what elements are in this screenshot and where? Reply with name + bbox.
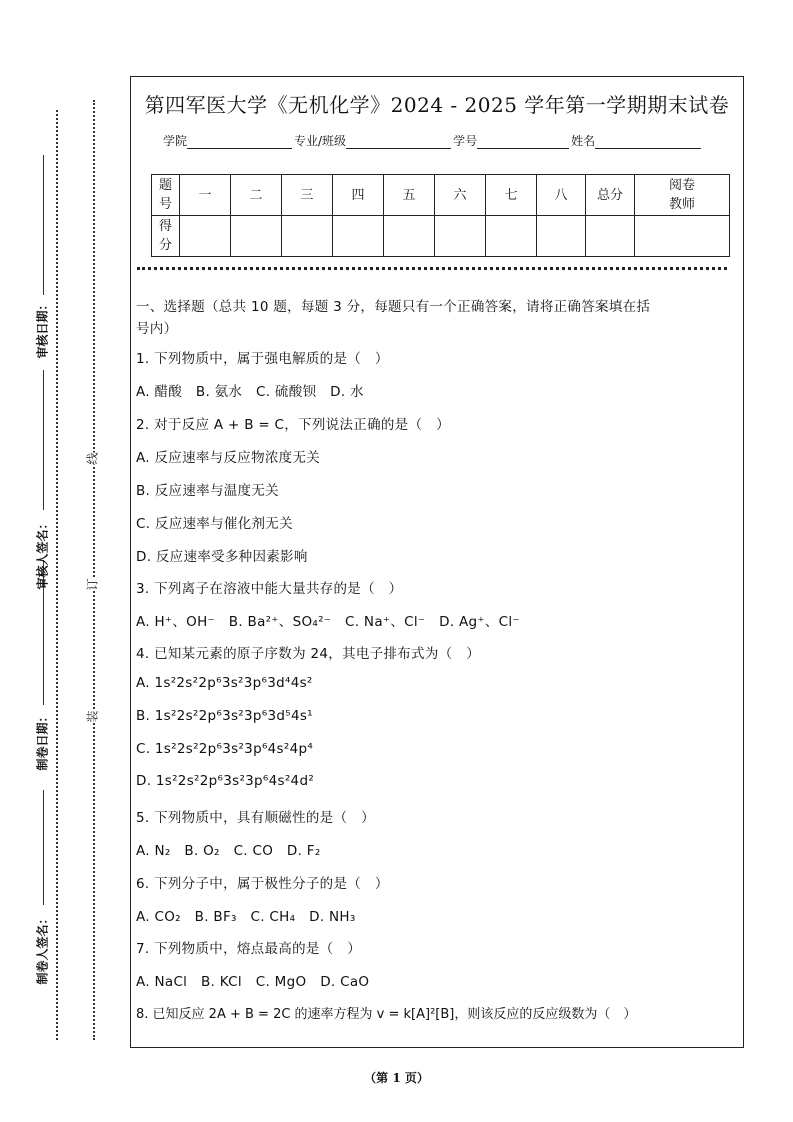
question-6-options: A. CO₂ B. BF₃ C. CH₄ D. NH₃ — [136, 909, 356, 925]
name-blank[interactable] — [595, 136, 701, 149]
row-label-score: 得 分 — [152, 216, 180, 257]
col-header: 七 — [486, 175, 537, 216]
score-cell-grader[interactable] — [635, 216, 730, 257]
score-table — [151, 174, 730, 257]
question-2-stem: 2. 对于反应 A + B = C，下列说法正确的是（ ） — [136, 417, 450, 433]
col-header: 三 — [282, 175, 333, 216]
col-header: 六 — [435, 175, 486, 216]
college-blank[interactable] — [187, 136, 292, 149]
maker-date-label: 制卷日期： — [35, 710, 50, 771]
binding-mark-zhuang: 装 — [85, 710, 100, 723]
score-cell[interactable] — [537, 216, 586, 257]
exam-title: 第四军医大学《无机化学》2024 - 2025 学年第一学期期末试卷 — [144, 93, 730, 117]
col-header: 五 — [384, 175, 435, 216]
score-cell[interactable] — [333, 216, 384, 257]
field-label-student-id: 学号 — [453, 134, 478, 148]
question-2-option-b: B. 反应速率与温度无关 — [136, 483, 279, 499]
col-header: 二 — [231, 175, 282, 216]
reviewer-date-underline — [43, 155, 44, 295]
question-2-option-c: C. 反应速率与催化剂无关 — [136, 516, 293, 532]
score-cell[interactable] — [180, 216, 231, 257]
page-number: （第 1 页） — [364, 1071, 429, 1085]
score-cell[interactable] — [384, 216, 435, 257]
question-4-option-c: C. 1s²2s²2p⁶3s²3p⁶4s²4p⁴ — [136, 741, 314, 757]
reviewer-date-label: 审核日期： — [35, 298, 50, 359]
col-header-grader: 阅卷 教师 — [635, 175, 730, 216]
question-7-options: A. NaCl B. KCl C. MgO D. CaO — [136, 974, 370, 990]
major-class-blank[interactable] — [346, 136, 451, 149]
maker-signature-label: 制卷人签名： — [35, 912, 50, 985]
dotted-separator — [137, 267, 727, 270]
section-heading-cont: 号内） — [136, 321, 178, 337]
binding-dotted-line-left — [56, 110, 58, 1040]
question-8-stem: 8. 已知反应 2A + B = 2C 的速率方程为 v = k[A]²[B]，则该反应的反应级数为（ ） — [136, 1007, 637, 1022]
maker-sign-underline — [43, 790, 44, 905]
question-5-stem: 5. 下列物质中，具有顺磁性的是（ ） — [136, 810, 375, 826]
score-cell-total[interactable] — [586, 216, 635, 257]
col-header: 一 — [180, 175, 231, 216]
question-4-option-a: A. 1s²2s²2p⁶3s²3p⁶3d⁴4s² — [136, 675, 313, 691]
binding-mark-ding: 订 — [85, 578, 100, 591]
score-cell[interactable] — [282, 216, 333, 257]
question-5-options: A. N₂ B. O₂ C. CO D. F₂ — [136, 843, 321, 859]
field-label-name: 姓名 — [571, 134, 596, 148]
question-1-options: A. 醋酸 B. 氨水 C. 硫酸钡 D. 水 — [136, 384, 364, 400]
exam-frame — [130, 76, 744, 1048]
question-3-stem: 3. 下列离子在溶液中能大量共存的是（ ） — [136, 581, 403, 597]
section-heading: 一、选择题（总共 10 题，每题 3 分，每题只有一个正确答案，请将正确答案填在括 — [136, 299, 651, 315]
question-3-options: A. H⁺、OH⁻ B. Ba²⁺、SO₄²⁻ C. Na⁺、Cl⁻ D. Ag⁺、Cl⁻ — [136, 614, 520, 630]
col-header: 四 — [333, 175, 384, 216]
binding-dotted-line-right — [93, 100, 95, 1040]
col-header: 八 — [537, 175, 586, 216]
question-4-option-b: B. 1s²2s²2p⁶3s²3p⁶3d⁵4s¹ — [136, 708, 313, 724]
question-4-stem: 4. 已知某元素的原子序数为 24，其电子排布式为（ ） — [136, 646, 481, 662]
question-7-stem: 7. 下列物质中，熔点最高的是（ ） — [136, 941, 362, 957]
student-id-blank[interactable] — [477, 136, 569, 149]
score-table-score-row — [152, 216, 730, 257]
reviewer-signature-label: 审核人签名： — [35, 517, 50, 590]
field-label-major-class: 专业/班级 — [294, 134, 347, 148]
binding-mark-xian: 线 — [85, 452, 100, 465]
score-cell[interactable] — [231, 216, 282, 257]
question-2-option-d: D. 反应速率受多种因素影响 — [136, 549, 308, 565]
reviewer-sign-underline — [43, 370, 44, 510]
question-1-stem: 1. 下列物质中，属于强电解质的是（ ） — [136, 351, 389, 367]
row-label-question-no: 题 号 — [152, 175, 180, 216]
question-4-option-d: D. 1s²2s²2p⁶3s²3p⁶4s²4d² — [136, 773, 315, 789]
field-label-college: 学院 — [163, 134, 188, 148]
col-header-total: 总分 — [586, 175, 635, 216]
question-2-option-a: A. 反应速率与反应物浓度无关 — [136, 450, 321, 466]
score-cell[interactable] — [486, 216, 537, 257]
score-cell[interactable] — [435, 216, 486, 257]
student-info-row — [163, 132, 703, 149]
question-6-stem: 6. 下列分子中，属于极性分子的是（ ） — [136, 876, 389, 892]
score-table-header-row — [152, 175, 730, 216]
